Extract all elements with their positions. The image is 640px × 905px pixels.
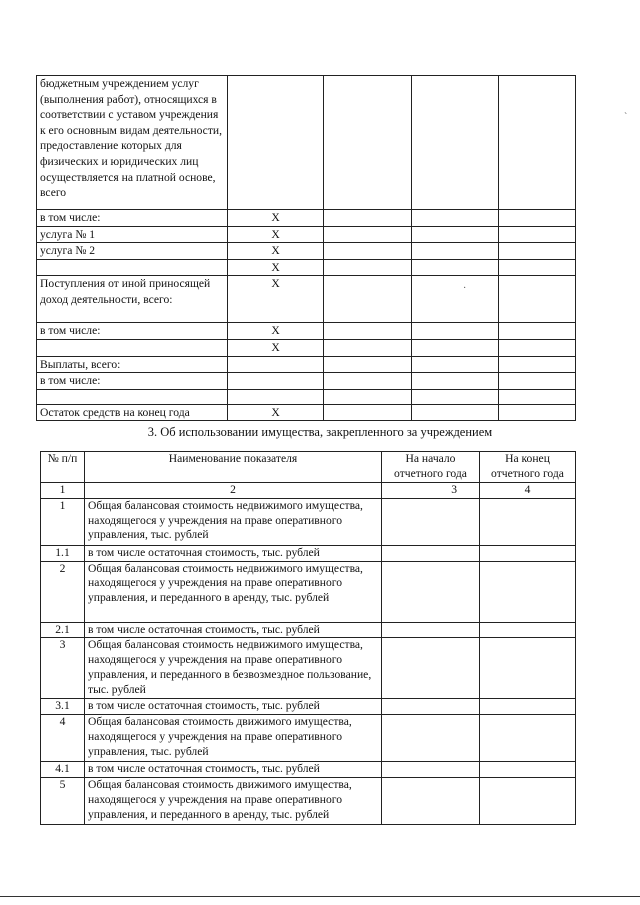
table-row bbox=[41, 545, 576, 561]
header-name: Наименование показателя bbox=[85, 452, 382, 483]
row-number: 2.1 bbox=[41, 622, 85, 638]
table-cell bbox=[382, 638, 480, 699]
scan-artifact: · bbox=[463, 283, 467, 294]
table-row bbox=[41, 622, 576, 638]
table-cell bbox=[412, 339, 499, 356]
row-name: Общая балансовая стоимость недвижимого имущества, находящегося у учреждения на праве оперативного управления, тыс. рублей bbox=[85, 498, 382, 545]
row-name: в том числе остаточная стоимость, тыс. рублей bbox=[85, 545, 382, 561]
table-cell bbox=[382, 715, 480, 762]
table-cell bbox=[499, 226, 576, 243]
table-cell bbox=[499, 210, 576, 227]
table-cell bbox=[324, 276, 412, 323]
table-cell bbox=[499, 259, 576, 276]
header-start: На начало отчетного года bbox=[382, 452, 480, 483]
table-cell bbox=[382, 622, 480, 638]
row-number: 5 bbox=[41, 777, 85, 824]
table-cell bbox=[412, 373, 499, 390]
section-title: 3. Об использовании имущества, закрепленного за учреждением bbox=[147, 425, 493, 439]
row-label bbox=[37, 389, 228, 404]
table-cell bbox=[412, 76, 499, 210]
row-mark: X bbox=[228, 226, 324, 243]
table-cell bbox=[324, 404, 412, 421]
row-mark bbox=[228, 389, 324, 404]
table-cell bbox=[499, 323, 576, 340]
table-cell bbox=[480, 545, 576, 561]
table-cell bbox=[382, 498, 480, 545]
table-cell bbox=[499, 389, 576, 404]
table-row bbox=[41, 561, 576, 622]
table-row bbox=[41, 638, 576, 699]
row-mark: X bbox=[228, 210, 324, 227]
row-label: бюджетным учреждением услуг (выполнения работ), относящихся в соответствии с уставом учреждения к его основным видам деятельности, предоставление которых для физических и юридических лиц осуществляется на платной основе, всего bbox=[37, 76, 228, 210]
page-edge-line bbox=[0, 896, 640, 897]
table-cell bbox=[324, 210, 412, 227]
table-row bbox=[37, 356, 576, 373]
table-cell bbox=[382, 561, 480, 622]
row-number: 1.1 bbox=[41, 545, 85, 561]
row-mark: X bbox=[228, 404, 324, 421]
table-cell bbox=[499, 373, 576, 390]
table-cell bbox=[382, 545, 480, 561]
row-mark bbox=[228, 76, 324, 210]
row-mark: X bbox=[228, 339, 324, 356]
table-row bbox=[37, 389, 576, 404]
row-mark: X bbox=[228, 276, 324, 323]
table-cell bbox=[324, 243, 412, 260]
table-cell bbox=[480, 638, 576, 699]
table-cell bbox=[412, 259, 499, 276]
row-number: 4.1 bbox=[41, 762, 85, 778]
table-cell bbox=[480, 498, 576, 545]
table-cell bbox=[480, 762, 576, 778]
col-number: 3 bbox=[382, 483, 480, 499]
row-mark: X bbox=[228, 243, 324, 260]
table-row bbox=[37, 323, 576, 340]
row-name: Общая балансовая стоимость движимого имущества, находящегося у учреждения на праве оперативного управления, тыс. рублей bbox=[85, 715, 382, 762]
table-row bbox=[41, 498, 576, 545]
row-number: 3.1 bbox=[41, 699, 85, 715]
table-cell bbox=[499, 276, 576, 323]
table-row bbox=[41, 777, 576, 824]
row-mark bbox=[228, 356, 324, 373]
table-cell bbox=[480, 777, 576, 824]
row-mark: X bbox=[228, 259, 324, 276]
row-name: в том числе остаточная стоимость, тыс. рублей bbox=[85, 699, 382, 715]
row-label: услуга № 2 bbox=[37, 243, 228, 260]
table-header-row bbox=[41, 452, 576, 483]
column-numbers-row bbox=[41, 483, 576, 499]
row-label: Выплаты, всего: bbox=[37, 356, 228, 373]
row-label: Остаток средств на конец года bbox=[37, 404, 228, 421]
table-row bbox=[37, 210, 576, 227]
table-cell bbox=[382, 762, 480, 778]
table-row bbox=[41, 762, 576, 778]
row-name: в том числе остаточная стоимость, тыс. рублей bbox=[85, 622, 382, 638]
table-cell bbox=[324, 356, 412, 373]
row-number: 4 bbox=[41, 715, 85, 762]
header-end: На конец отчетного года bbox=[480, 452, 576, 483]
table-cell bbox=[480, 699, 576, 715]
table-cell bbox=[499, 76, 576, 210]
property-table bbox=[40, 451, 576, 825]
table-cell bbox=[412, 226, 499, 243]
table-row bbox=[37, 259, 576, 276]
row-label: в том числе: bbox=[37, 210, 228, 227]
table-cell bbox=[412, 356, 499, 373]
table-row bbox=[41, 699, 576, 715]
table-cell bbox=[382, 699, 480, 715]
col-number: 2 bbox=[85, 483, 382, 499]
table-row bbox=[37, 76, 576, 210]
col-number: 1 bbox=[41, 483, 85, 499]
row-mark bbox=[228, 373, 324, 390]
table-cell bbox=[324, 323, 412, 340]
row-name: Общая балансовая стоимость недвижимого имущества, находящегося у учреждения на праве оперативного управления, и переданного в безвозмездное пользование, тыс. рублей bbox=[85, 638, 382, 699]
row-label: в том числе: bbox=[37, 373, 228, 390]
table-row bbox=[37, 373, 576, 390]
row-mark: X bbox=[228, 323, 324, 340]
table-row bbox=[37, 404, 576, 421]
table-cell bbox=[324, 226, 412, 243]
scan-artifact: ` bbox=[624, 112, 628, 123]
row-label bbox=[37, 259, 228, 276]
table-cell bbox=[324, 259, 412, 276]
table-cell bbox=[412, 404, 499, 421]
row-number: 3 bbox=[41, 638, 85, 699]
table-cell bbox=[499, 243, 576, 260]
table-cell bbox=[480, 561, 576, 622]
row-label: Поступления от иной приносящей доход деятельности, всего: bbox=[37, 276, 228, 323]
table-cell bbox=[412, 210, 499, 227]
table-row bbox=[37, 243, 576, 260]
table-cell bbox=[324, 339, 412, 356]
row-name: Общая балансовая стоимость движимого имущества, находящегося у учреждения на праве оперативного управления, и переданного в аренду, тыс. рублей bbox=[85, 777, 382, 824]
table-cell bbox=[382, 777, 480, 824]
row-name: Общая балансовая стоимость недвижимого имущества, находящегося у учреждения на праве оперативного управления, и переданного в аренду, тыс. рублей bbox=[85, 561, 382, 622]
table-row bbox=[41, 715, 576, 762]
col-number: 4 bbox=[480, 483, 576, 499]
table-cell bbox=[324, 76, 412, 210]
header-num: № п/п bbox=[41, 452, 85, 483]
row-number: 1 bbox=[41, 498, 85, 545]
row-label: в том числе: bbox=[37, 323, 228, 340]
table-cell bbox=[412, 243, 499, 260]
row-number: 2 bbox=[41, 561, 85, 622]
table-cell bbox=[499, 339, 576, 356]
table-cell bbox=[412, 389, 499, 404]
table-cell bbox=[324, 373, 412, 390]
row-label bbox=[37, 339, 228, 356]
table-cell bbox=[412, 323, 499, 340]
table-row bbox=[37, 226, 576, 243]
table-cell bbox=[412, 276, 499, 323]
row-name: в том числе остаточная стоимость, тыс. рублей bbox=[85, 762, 382, 778]
table-cell bbox=[324, 389, 412, 404]
table-cell bbox=[480, 622, 576, 638]
table-row bbox=[37, 339, 576, 356]
income-table bbox=[36, 75, 576, 421]
table-row bbox=[37, 276, 576, 323]
table-cell bbox=[480, 715, 576, 762]
table-cell bbox=[499, 356, 576, 373]
table-cell bbox=[499, 404, 576, 421]
row-label: услуга № 1 bbox=[37, 226, 228, 243]
